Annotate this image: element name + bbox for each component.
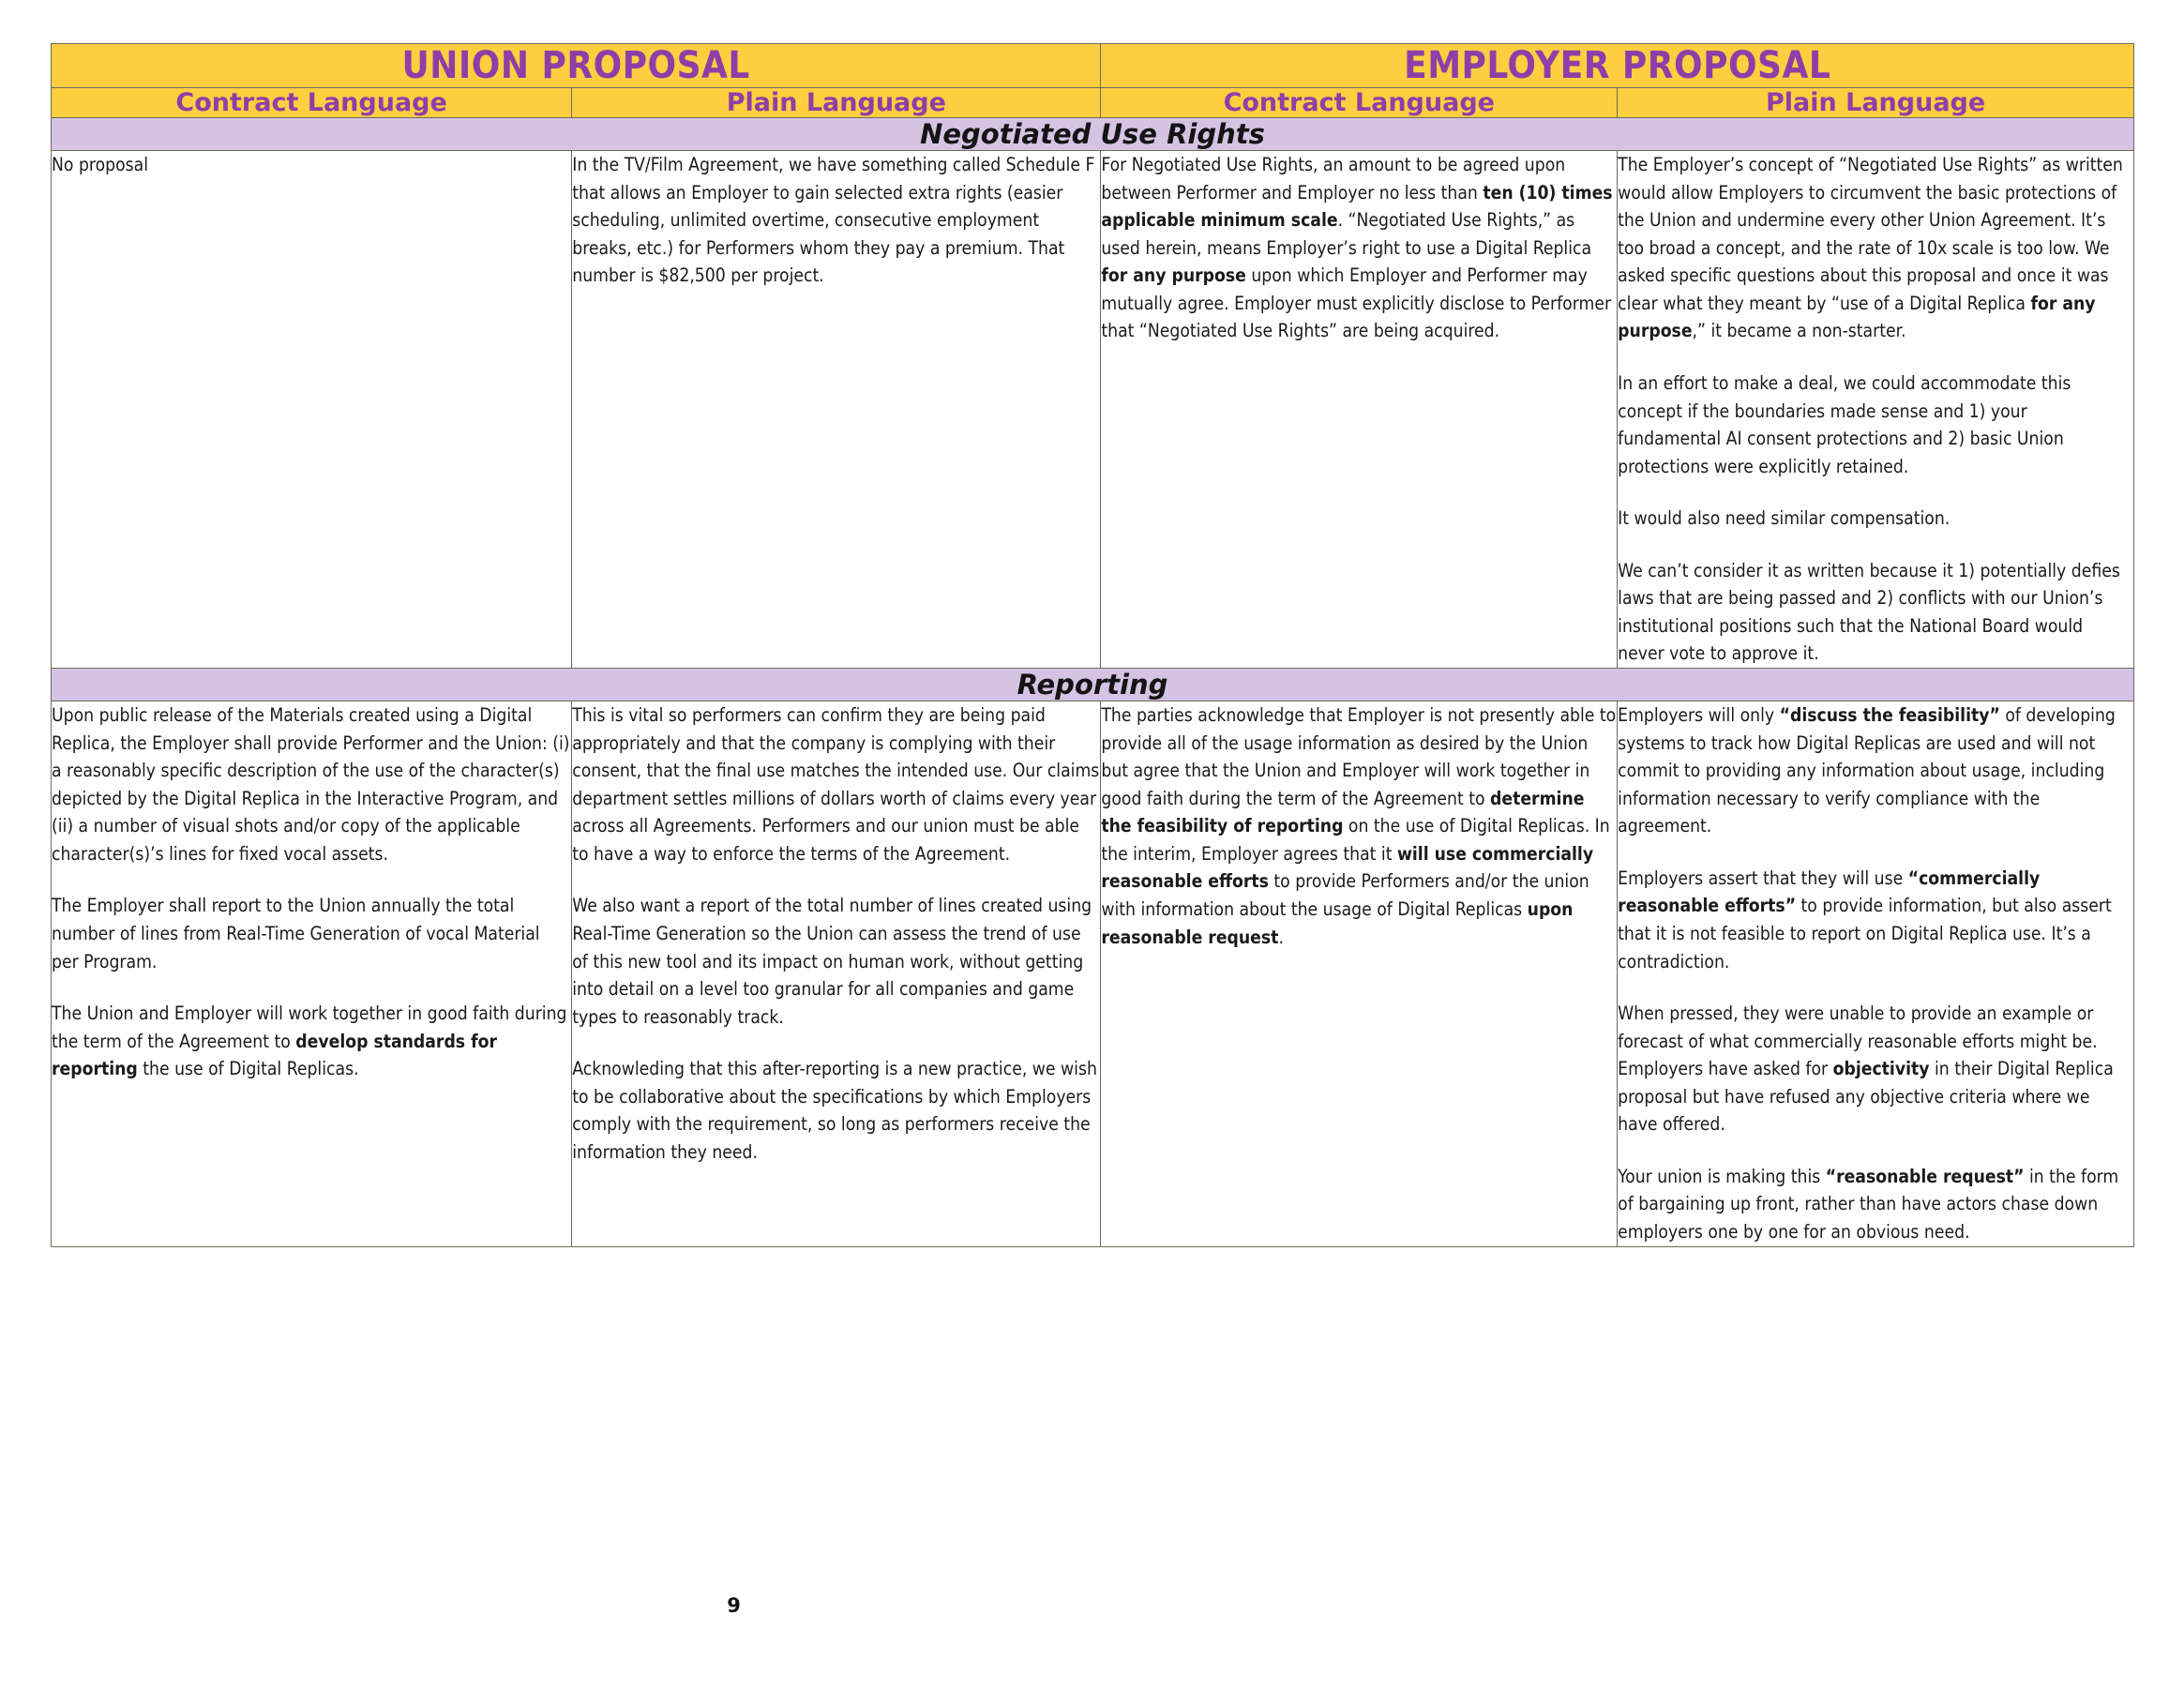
paragraph bbox=[52, 892, 571, 975]
paragraph bbox=[1618, 369, 2133, 480]
paragraph bbox=[1618, 557, 2133, 668]
body-text: It would also need similar compensation. bbox=[1618, 507, 1951, 530]
emphasis-text: develop standards for reporting bbox=[52, 1030, 497, 1080]
body-text: Your union is making this bbox=[1618, 1165, 1826, 1187]
column-header-row bbox=[52, 88, 2134, 118]
table-row bbox=[52, 151, 2134, 669]
body-text: to provide information, but also assert that it is not feasible to report on Digital Replica use. It’s a contradiction. bbox=[1618, 895, 2112, 972]
paragraph bbox=[1618, 151, 2133, 345]
body-text: on the use of Digital Replicas. In the interim, Employer agrees that it bbox=[1101, 815, 1610, 865]
paragraph bbox=[52, 701, 571, 867]
body-text: Upon public release of the Materials created using a Digital Replica, the Employer shall provide Performer and the Union: (i) a reasonably specific description of the use of the character(s) depicted by the Digital Replica in the Interactive Program, and (ii) a number of visual shots and/or copy of the applicable character(s)’s lines for fixed vocal assets. bbox=[52, 704, 570, 865]
body-text: This is vital so performers can confirm they are being paid appropriately and that the company is complying with their consent, that the final use matches the intended use. Our claims department settles millions of dollars worth of claims every year across all Agreements. Performers and our union must be able to have a way to enforce the terms of the Agreement. bbox=[572, 704, 1100, 865]
body-text: When pressed, they were unable to provide an example or forecast of what commercially reasonable efforts might be. Employers have asked for bbox=[1618, 1002, 2098, 1080]
paragraph bbox=[52, 151, 571, 179]
page-number: 9 bbox=[727, 1594, 741, 1617]
emphasis-text: for any purpose bbox=[1101, 264, 1246, 287]
body-text: upon which Employer and Performer may mutually agree. Employer must explicitly disclose to Performer that “Negotiated Use Rights” are being acquired. bbox=[1101, 264, 1612, 342]
paragraph bbox=[52, 1000, 571, 1083]
body-text: Acknowleding that this after-reporting is a new practice, we wish to be collaborative about the specifications by which Employers comply with the requirement, so long as performers receive the information they need. bbox=[572, 1058, 1097, 1163]
table-body bbox=[52, 44, 2134, 1247]
body-text: in their Digital Replica proposal but have refused any objective criteria where we have offered. bbox=[1618, 1058, 2114, 1136]
emphasis-text: for any purpose bbox=[1618, 292, 2096, 342]
paragraph bbox=[572, 151, 1100, 290]
body-text: . bbox=[1278, 926, 1284, 948]
column-header-union-contract-language: Contract Language bbox=[52, 88, 572, 118]
paragraph bbox=[572, 1055, 1100, 1166]
body-text: The Employer shall report to the Union annually the total number of lines from Real-Time Generation of vocal Material per Program. bbox=[52, 895, 540, 972]
body-text: . “Negotiated Use Rights,” as used herein, means Employer’s right to use a Digital Replica bbox=[1101, 209, 1592, 259]
cell-employer-contract-language bbox=[1101, 151, 1618, 669]
emphasis-text: will use commercially reasonable efforts bbox=[1101, 842, 1594, 893]
employer-proposal-title: EMPLOYER PROPOSAL bbox=[1101, 44, 2134, 88]
body-text: the use of Digital Replicas. bbox=[137, 1058, 359, 1080]
paragraph bbox=[1101, 151, 1617, 345]
emphasis-text: ten (10) times applicable minimum scale bbox=[1101, 181, 1613, 232]
cell-union-contract-language bbox=[52, 151, 572, 669]
section-title-reporting: Reporting bbox=[52, 669, 2134, 701]
proposal-title-row bbox=[52, 44, 2134, 88]
emphasis-text: “commercially reasonable efforts” bbox=[1618, 867, 2041, 917]
paragraph bbox=[1618, 865, 2133, 975]
body-text: in the form of bargaining up front, rather than have actors chase down employers one by one for an obvious need. bbox=[1618, 1165, 2119, 1243]
body-text: of developing systems to track how Digital Replicas are used and will not commit to providing any information about usage, including information necessary to verify compliance with the agreement. bbox=[1618, 704, 2116, 837]
body-text: The Union and Employer will work together in good faith during the term of the Agreement to bbox=[52, 1002, 567, 1052]
emphasis-text: determine the feasibility of reporting bbox=[1101, 787, 1585, 837]
cell-union-plain-language bbox=[572, 701, 1101, 1247]
emphasis-text: “discuss the feasibility” bbox=[1779, 704, 2000, 726]
body-text: to provide Performers and/or the union with information about the usage of Digital Replicas bbox=[1101, 870, 1589, 920]
emphasis-text: “reasonable request” bbox=[1825, 1165, 2025, 1187]
body-text: No proposal bbox=[52, 154, 149, 175]
emphasis-text: upon reasonable request bbox=[1101, 897, 1574, 948]
body-text: We can’t consider it as written because it 1) potentially defies laws that are being passed and 2) conflicts with our Union’s institutional positions such that the National Board would never vote to approve it. bbox=[1618, 559, 2120, 665]
table-row bbox=[52, 701, 2134, 1247]
body-text: Employers will only bbox=[1618, 704, 1780, 726]
paragraph bbox=[1618, 505, 2133, 533]
cell-union-contract-language bbox=[52, 701, 572, 1247]
body-text: In the TV/Film Agreement, we have something called Schedule F that allows an Employer to gain selected extra rights (easier scheduling, unlimited overtime, consecutive employment breaks, etc.) for Performers whom they pay a premium. That number is $82,500 per project. bbox=[572, 154, 1095, 287]
paragraph bbox=[572, 892, 1100, 1031]
paragraph bbox=[1618, 1163, 2133, 1246]
body-text: ,” it became a non-starter. bbox=[1692, 320, 1906, 342]
cell-union-plain-language bbox=[572, 151, 1101, 669]
section-title-negotiated-use-rights: Negotiated Use Rights bbox=[52, 118, 2134, 151]
column-header-union-plain-language: Plain Language bbox=[572, 88, 1101, 118]
paragraph bbox=[572, 701, 1100, 867]
proposal-comparison-table bbox=[51, 43, 2134, 1247]
body-text: For Negotiated Use Rights, an amount to be agreed upon between Performer and Employer no less than bbox=[1101, 154, 1566, 203]
paragraph bbox=[1618, 1000, 2133, 1138]
cell-employer-plain-language bbox=[1618, 151, 2134, 669]
body-text: We also want a report of the total number of lines created using Real-Time Generation so the Union can assess the trend of use of this new tool and its impact on human work, without getting into detail on a level too granular for all companies and game types to reasonably track. bbox=[572, 895, 1092, 1028]
union-proposal-title: UNION PROPOSAL bbox=[52, 44, 1101, 88]
cell-employer-contract-language bbox=[1101, 701, 1618, 1247]
body-text: Employers assert that they will use bbox=[1618, 867, 1908, 889]
column-header-employer-contract-language: Contract Language bbox=[1101, 88, 1618, 118]
paragraph bbox=[1101, 701, 1617, 951]
paragraph bbox=[1618, 701, 2133, 840]
body-text: In an effort to make a deal, we could accommodate this concept if the boundaries made sense and 1) your fundamental AI consent protections and 2) basic Union protections were explicitly retained. bbox=[1618, 371, 2071, 477]
body-text: The Employer’s concept of “Negotiated Use Rights” as written would allow Employers to circumvent the basic protections of the Union and undermine every other Union Agreement. It’s too broad a concept, and the rate of 10x scale is too low. We asked specific questions about this proposal and once it was clear what they meant by “use of a Digital Replica bbox=[1618, 154, 2123, 314]
emphasis-text: objectivity bbox=[1832, 1058, 1930, 1080]
section-band-row bbox=[52, 118, 2134, 151]
cell-employer-plain-language bbox=[1618, 701, 2134, 1247]
body-text: The parties acknowledge that Employer is not presently able to provide all of the usage information as desired by the Union but agree that the Union and Employer will work together in good faith during the term of the Agreement to bbox=[1101, 704, 1617, 809]
section-band-row bbox=[52, 669, 2134, 701]
column-header-employer-plain-language: Plain Language bbox=[1618, 88, 2134, 118]
